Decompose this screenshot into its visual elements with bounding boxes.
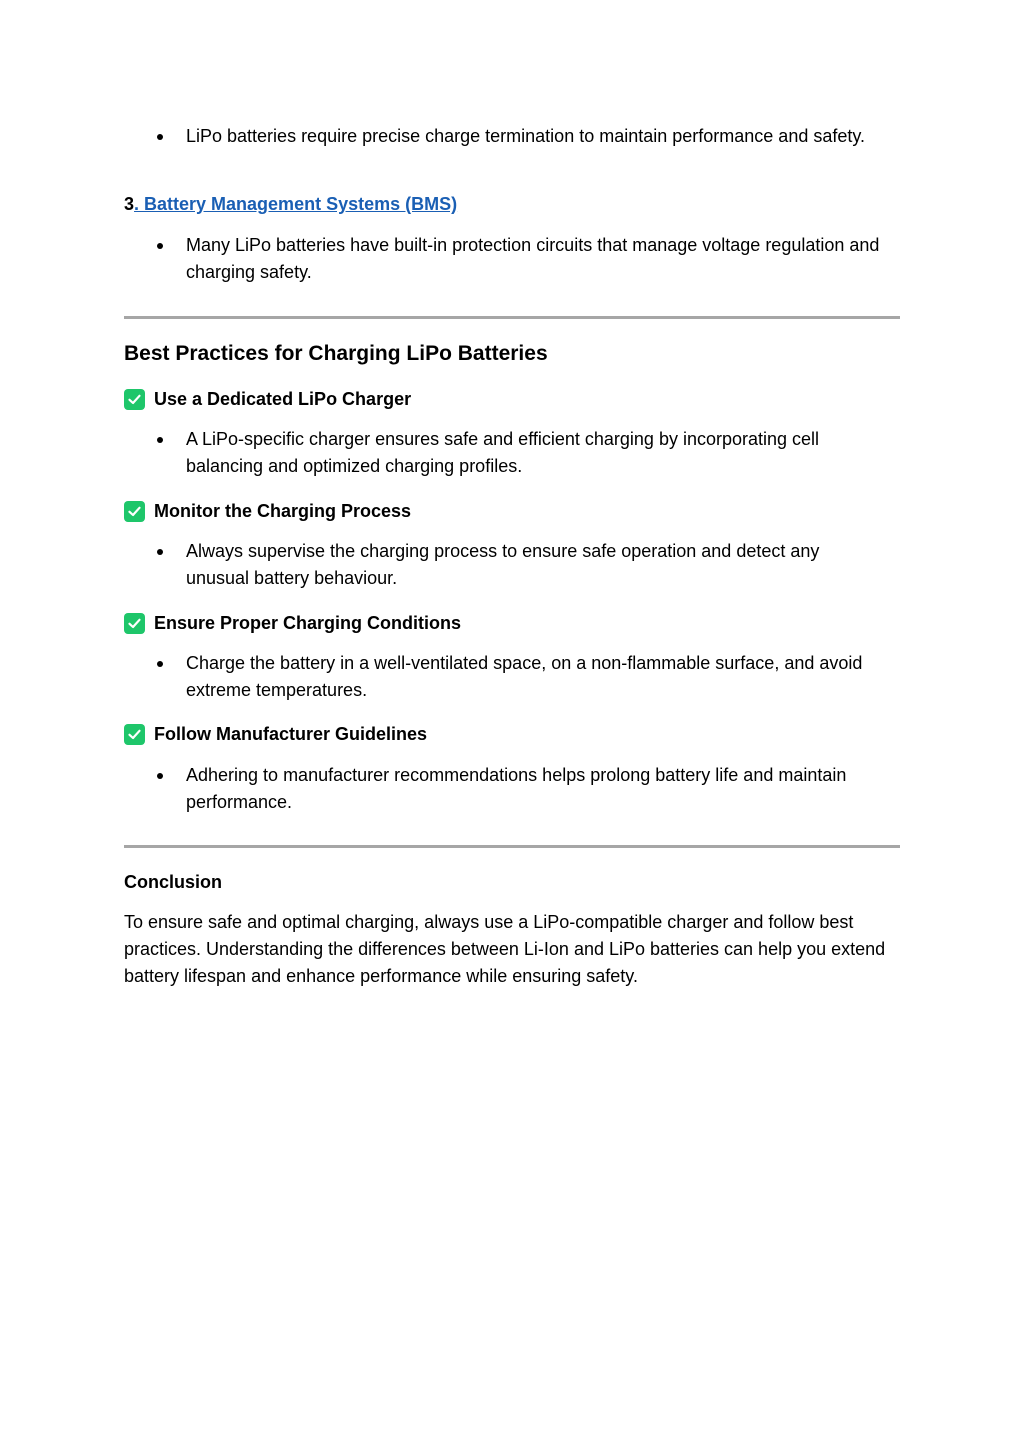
check-mark-icon bbox=[124, 389, 145, 410]
bullet-dot bbox=[157, 773, 163, 779]
check-mark-icon bbox=[124, 501, 145, 522]
list-item bbox=[124, 426, 962, 480]
list-item bbox=[124, 123, 962, 150]
list-item-text: A LiPo-specific charger ensures safe and efficient charging by incorporating cell balancing and optimized charging profiles. bbox=[186, 429, 820, 476]
check-mark-icon bbox=[124, 613, 145, 634]
practice-heading bbox=[124, 499, 411, 523]
practice-heading bbox=[124, 722, 427, 746]
practice-title: Ensure Proper Charging Conditions bbox=[154, 613, 462, 633]
practice-title: Follow Manufacturer Guidelines bbox=[154, 724, 428, 744]
list-item bbox=[124, 650, 962, 704]
practice-heading bbox=[124, 387, 411, 411]
bullet-dot bbox=[157, 661, 163, 667]
practice-title: Monitor the Charging Process bbox=[154, 501, 412, 521]
list-item-text: Always supervise the charging process to ensure safe operation and detect any unusual battery behaviour. bbox=[186, 541, 820, 588]
section-3-heading bbox=[124, 192, 457, 216]
conclusion-heading: Conclusion bbox=[124, 872, 222, 892]
list-item-text: Adhering to manufacturer recommendations helps prolong battery life and maintain performance. bbox=[186, 765, 847, 812]
list-item bbox=[124, 232, 962, 286]
divider bbox=[124, 316, 900, 319]
bullet-dot bbox=[157, 549, 163, 555]
section-number: 3 bbox=[124, 194, 135, 214]
practice-title: Use a Dedicated LiPo Charger bbox=[154, 389, 412, 409]
bullet-dot bbox=[157, 243, 163, 249]
section-heading: Best Practices for Charging LiPo Batteries bbox=[124, 342, 548, 365]
list-item-text: Charge the battery in a well-ventilated space, on a non-flammable surface, and avoid extreme temperatures. bbox=[186, 653, 863, 700]
conclusion-text: To ensure safe and optimal charging, always use a LiPo-compatible charger and follow best practices. Understanding the differences between Li-Ion and LiPo batteries can help you extend battery lifespan and enhance performance while ensuring safety. bbox=[124, 912, 886, 986]
list-item-text: Many LiPo batteries have built-in protection circuits that manage voltage regulation and charging safety. bbox=[186, 235, 880, 282]
list-item bbox=[124, 538, 962, 592]
practice-heading bbox=[124, 611, 461, 635]
list-item-text: LiPo batteries require precise charge termination to maintain performance and safety. bbox=[186, 126, 866, 146]
check-mark-icon bbox=[124, 724, 145, 745]
bullet-dot bbox=[157, 437, 163, 443]
bullet-dot bbox=[157, 134, 163, 140]
bms-link[interactable]: . Battery Management Systems (BMS) bbox=[134, 194, 458, 214]
list-item bbox=[124, 762, 962, 816]
divider bbox=[124, 845, 900, 848]
